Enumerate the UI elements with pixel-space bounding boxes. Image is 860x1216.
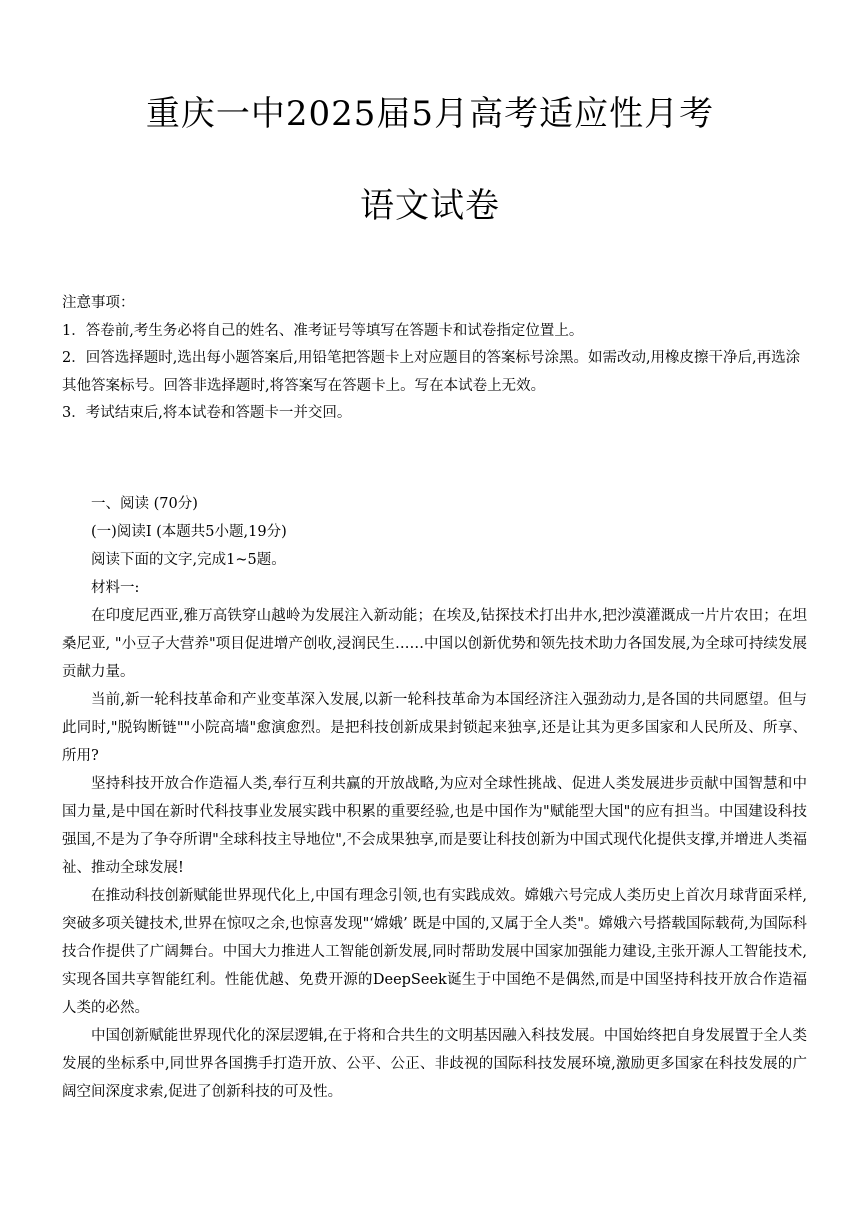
sub-heading: (一)阅读Ⅰ (本题共5小题,19分) bbox=[91, 524, 287, 540]
exam-title: 重庆一中2025届5月高考适应性月考 bbox=[145, 94, 715, 134]
notice-item: 1．答卷前,考生务必将自己的姓名、准考证号等填写在答题卡和试卷指定位置上。 bbox=[62, 322, 584, 339]
reading-section bbox=[62, 490, 807, 1106]
paragraph: 当前,新一轮科技革命和产业变革深入发展,以新一轮科技革命为本国经济注入强劲动力,是各国的共同愿望。但与此同时,"脱钩断链""小院高墙"愈演愈烈。是把科技创新成果封锁起来独享,还是让其为更多国家和人民所及、所享、所用? bbox=[62, 692, 807, 764]
notice-item: 3．考试结束后,将本试卷和答题卡一并交回。 bbox=[62, 405, 352, 421]
material-label: 材料一: bbox=[91, 580, 140, 596]
notice-item: 2．回答选择题时,选出每小题答案后,用铅笔把答题卡上对应题目的答案标号涂黑。如需改动,用橡皮擦干净后,再选涂其他答案标号。回答非选择题时,将答案写在答题卡上。写在本试卷上无效。 bbox=[62, 350, 801, 394]
exam-subtitle: 语文试卷 bbox=[360, 186, 500, 226]
paragraph: 在推动科技创新赋能世界现代化上,中国有理念引领,也有实践成效。嫦娥六号完成人类历史上首次月球背面采样,突破多项关键技术,世界在惊叹之余,也惊喜发现"‘嫦娥’ 既是中国的,又属于全人类"。嫦娥六号搭载国际载荷,为国际科技合作提供了广阔舞台。中国大力推进人工智能创新发展,同时帮助发展中国家加强能力建设,主张开源人工智能技术,实现各国共享智能红利。性能优越、免费开源的DeepSeek诞生于中国绝不是偶然,而是中国坚持科技开放合作造福人类的必然。 bbox=[62, 888, 807, 1016]
paragraph: 中国创新赋能世界现代化的深层逻辑,在于将和合共生的文明基因融入科技发展。中国始终把自身发展置于全人类发展的坐标系中,同世界各国携手打造开放、公平、公正、非歧视的国际科技发展环境,激励更多国家在科技发展的广阔空间深度求索,促进了创新科技的可及性。 bbox=[62, 1028, 807, 1100]
paragraph: 在印度尼西亚,雅万高铁穿山越岭为发展注入新动能；在埃及,钻探技术打出井水,把沙漠灌溉成一片片农田；在坦桑尼亚, "小豆子大营养"项目促进增产创收,浸润民生……中国以创新优势和领先技术助力各国发展,为全球可持续发展贡献力量。 bbox=[62, 608, 807, 680]
instruction: 阅读下面的文字,完成1~5题。 bbox=[91, 552, 286, 568]
notice-block bbox=[62, 290, 807, 428]
notice-heading: 注意事项： bbox=[62, 295, 135, 311]
part-heading: 一、阅读 (70分) bbox=[91, 496, 198, 512]
paragraph: 坚持科技开放合作造福人类,奉行互利共赢的开放战略,为应对全球性挑战、促进人类发展进步贡献中国智慧和中国力量,是中国在新时代科技事业发展实践中积累的重要经验,也是中国作为"赋能型大国"的应有担当。中国建设科技强国,不是为了争夺所谓"全球科技主导地位",不会成果独享,而是要让科技创新为中国式现代化提供支撑,并增进人类福祉、推动全球发展! bbox=[62, 776, 807, 876]
